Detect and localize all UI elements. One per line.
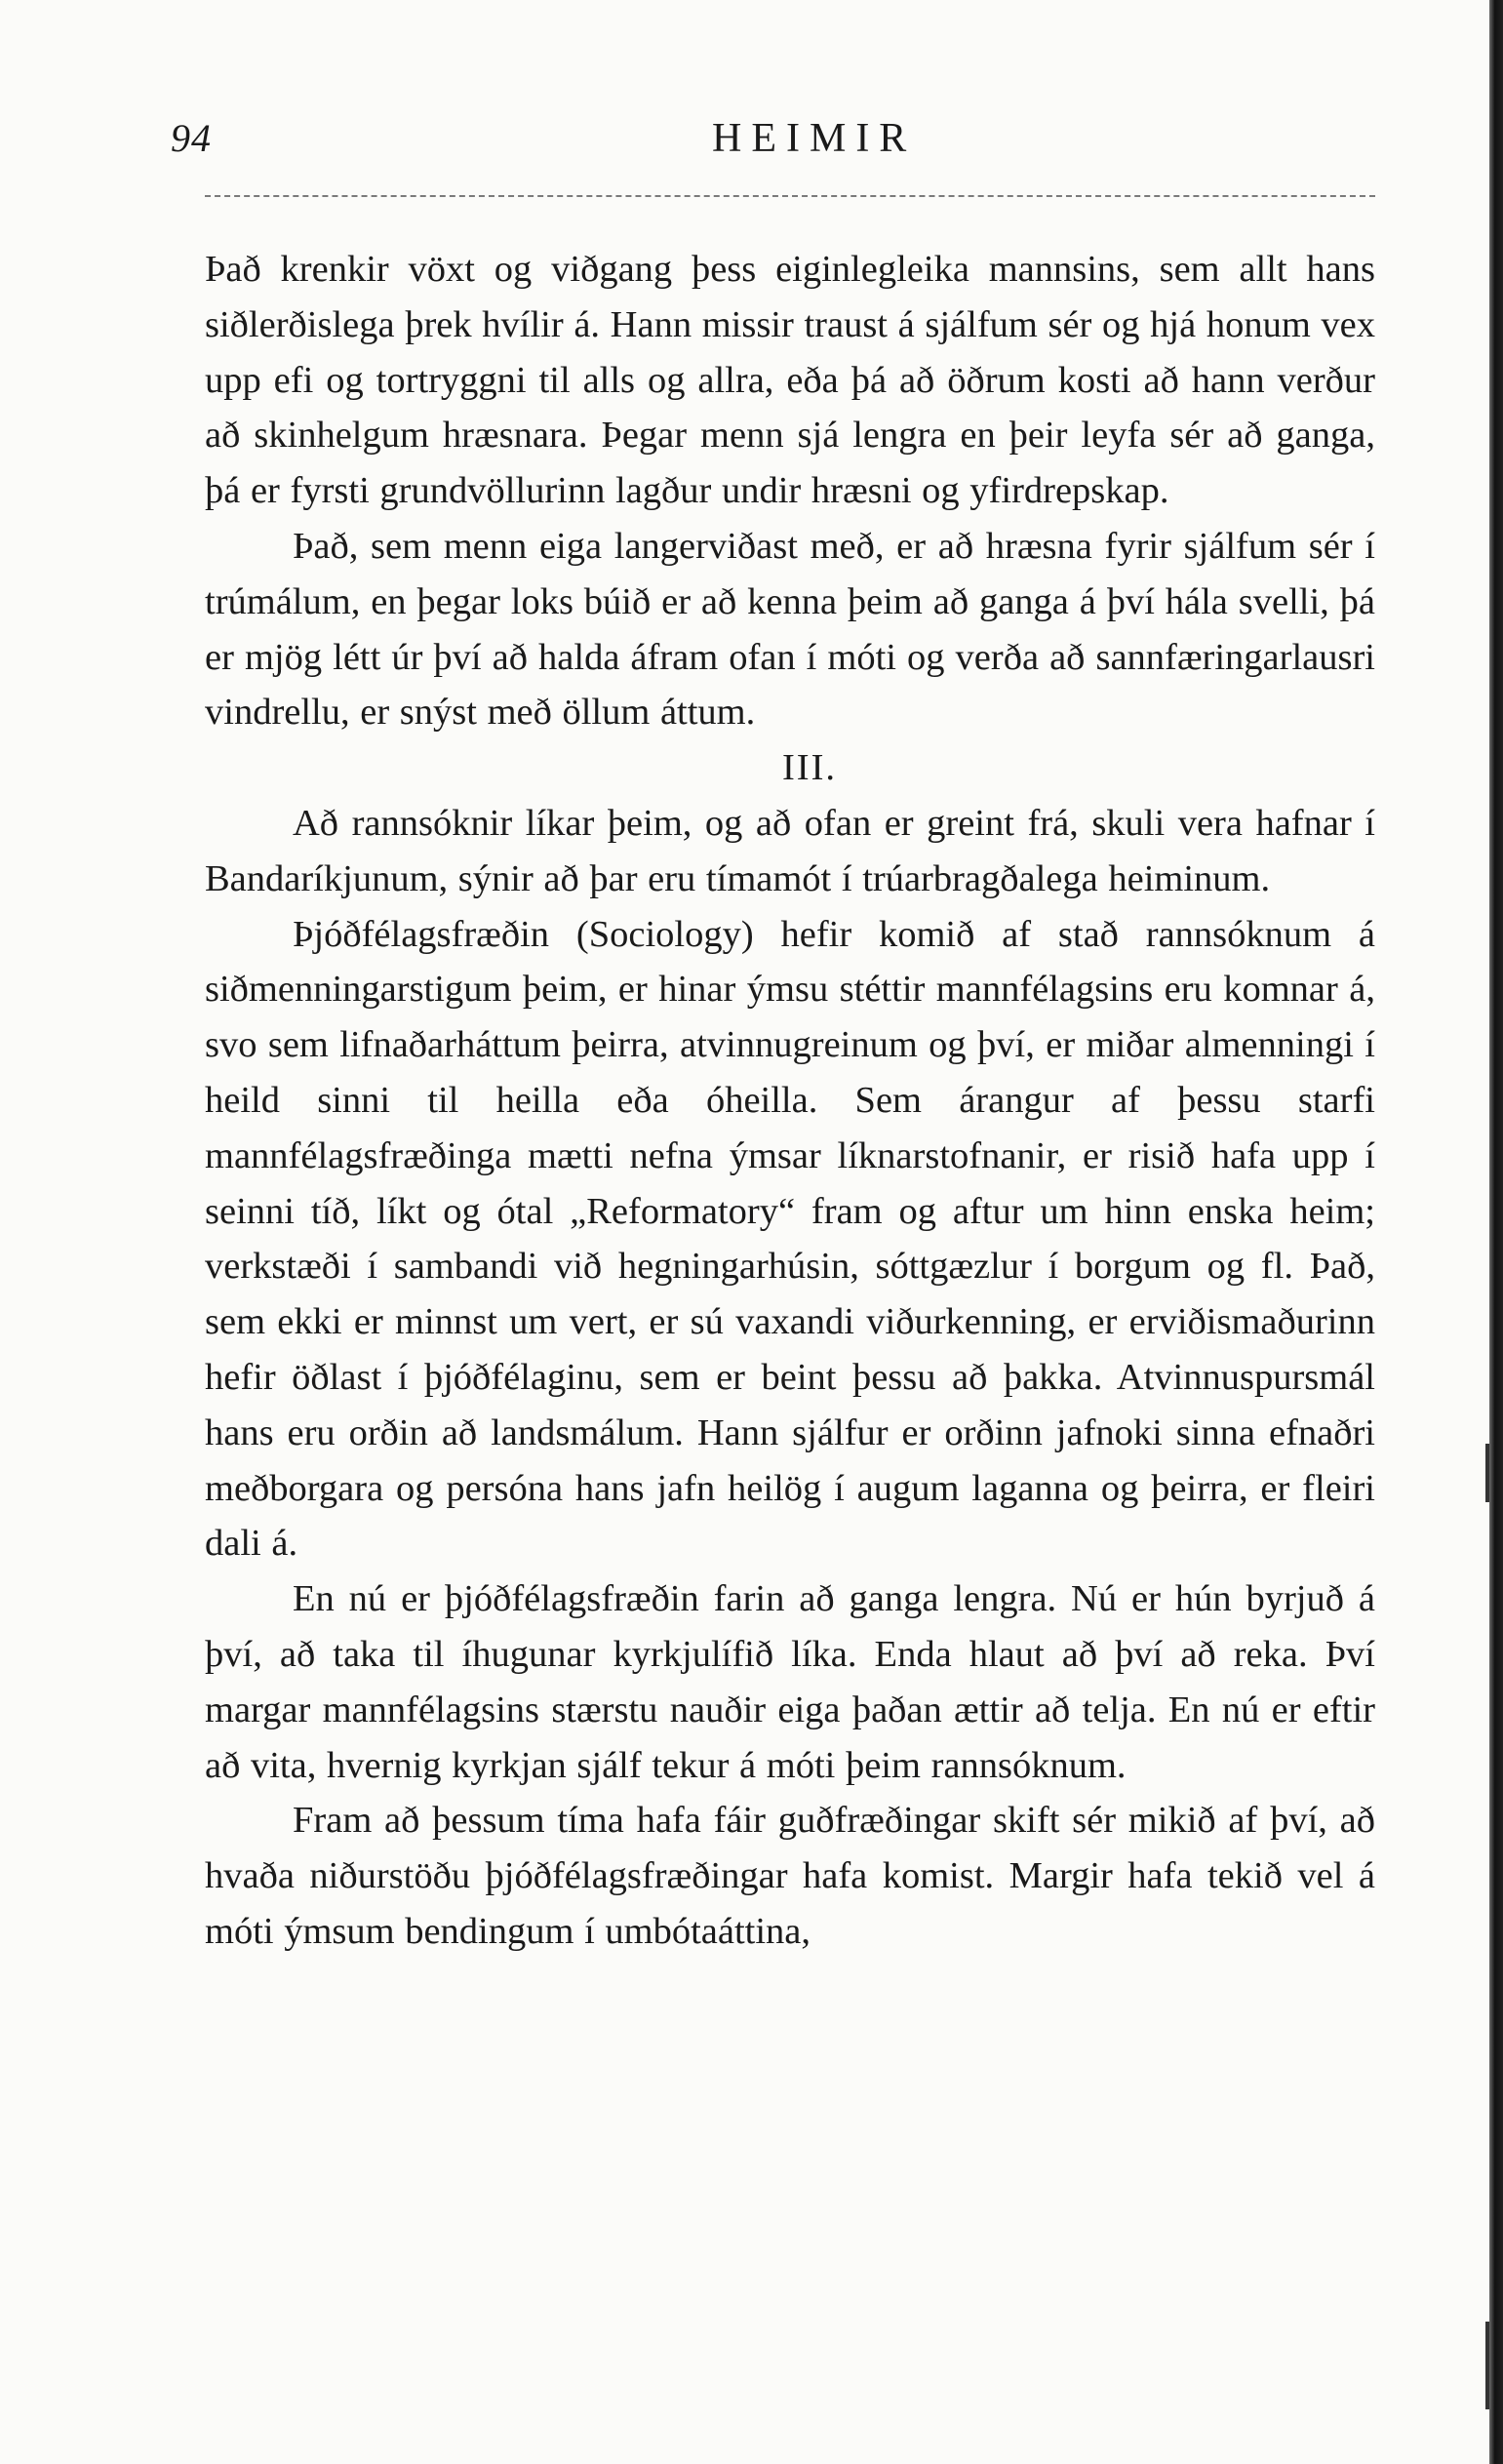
scan-speck	[1485, 1444, 1489, 1502]
page-header	[171, 115, 1439, 174]
running-title: HEIMIR	[712, 116, 917, 161]
page-edge-shadow	[1489, 0, 1503, 2464]
header-rule	[205, 195, 1375, 197]
page-number: 94	[171, 116, 212, 160]
scan-speck	[1485, 2322, 1489, 2409]
paragraph: Það, sem menn eiga langerviðast með, er að hræsna fyrir sjálfum sér í trúmálum, en þegar loks búið er að kenna þeim að ganga á því hála svelli, þá er mjög létt úr því að halda áfram ofan í móti og verða að sannfæringarlausri vindrellu, er snýst með öllum áttum.	[205, 525, 1375, 734]
paragraph: Það krenkir vöxt og viðgang þess eiginlegleika mannsins, sem allt hans siðlerðislega þrek hvílir á. Hann missir traust á sjálfum sér og hjá honum vex upp efi og tortryggni til alls og allra, eða þá að öðrum kosti að hann verður að skinhelgum hræsnara. Þegar menn sjá lengra en þeir leyfa sér að ganga, þá er fyrsti grundvöllurinn lagður undir hræsni og yfirdrepskap.	[205, 249, 1375, 512]
paragraph: Þjóðfélagsfræðin (Sociology) hefir komið af stað rannsóknum á siðmenningarstigum þeim, er hinar ýmsu stéttir mannfélagsins eru komnar á, svo sem lifnaðarháttum þeirra, atvinnugreinum og því, er miðar almenningi í heild sinni til heilla eða óheilla. Sem árangur af þessu starfi mannfélagsfræðinga mætti nefna ýmsar líknarstofnanir, er risið hafa upp í seinni tíð, líkt og ótal „Reformatory“ fram og aftur um hinn enska heim; verkstæði í sambandi við hegningarhúsin, sóttgæzlur í borgum og fl. Það, sem ekki er minnst um vert, er sú vaxandi viðurkenning, er erviðismaðurinn hefir öðlast í þjóðfélaginu, sem er beint þessu að þakka. Atvinnuspursmál hans eru orðin að landsmálum. Hann sjálfur er orðinn jafnoki sinna efnaðri meðborgara og persóna hans jafn heilög í augum laganna og þeirra, er fleiri dali á.	[205, 913, 1375, 1565]
paragraph: Að rannsóknir líkar þeim, og að ofan er greint frá, skuli vera hafnar í Bandaríkjunum, sýnir að þar eru tímamót í trúarbragðalega heiminum.	[205, 802, 1375, 899]
section-heading: III.	[781, 747, 838, 789]
paragraph: En nú er þjóðfélagsfræðin farin að ganga lengra. Nú er hún byrjuð á því, að taka til íhugunar kyrkjulífið líka. Enda hlaut að því að reka. Því margar mannfélagsins stærstu nauðir eiga þaðan ættir að telja. En nú er eftir að vita, hvernig kyrkjan sjálf tekur á móti þeim rannsóknum.	[205, 1578, 1375, 1786]
paragraph: Fram að þessum tíma hafa fáir guðfræðingar skift sér mikið af því, að hvaða niðurstöðu þjóðfélagsfræðingar hafa komist. Margir hafa tekið vel á móti ýmsum bendingum í umbótaáttina,	[205, 1800, 1375, 1952]
body-text	[205, 242, 1375, 1960]
